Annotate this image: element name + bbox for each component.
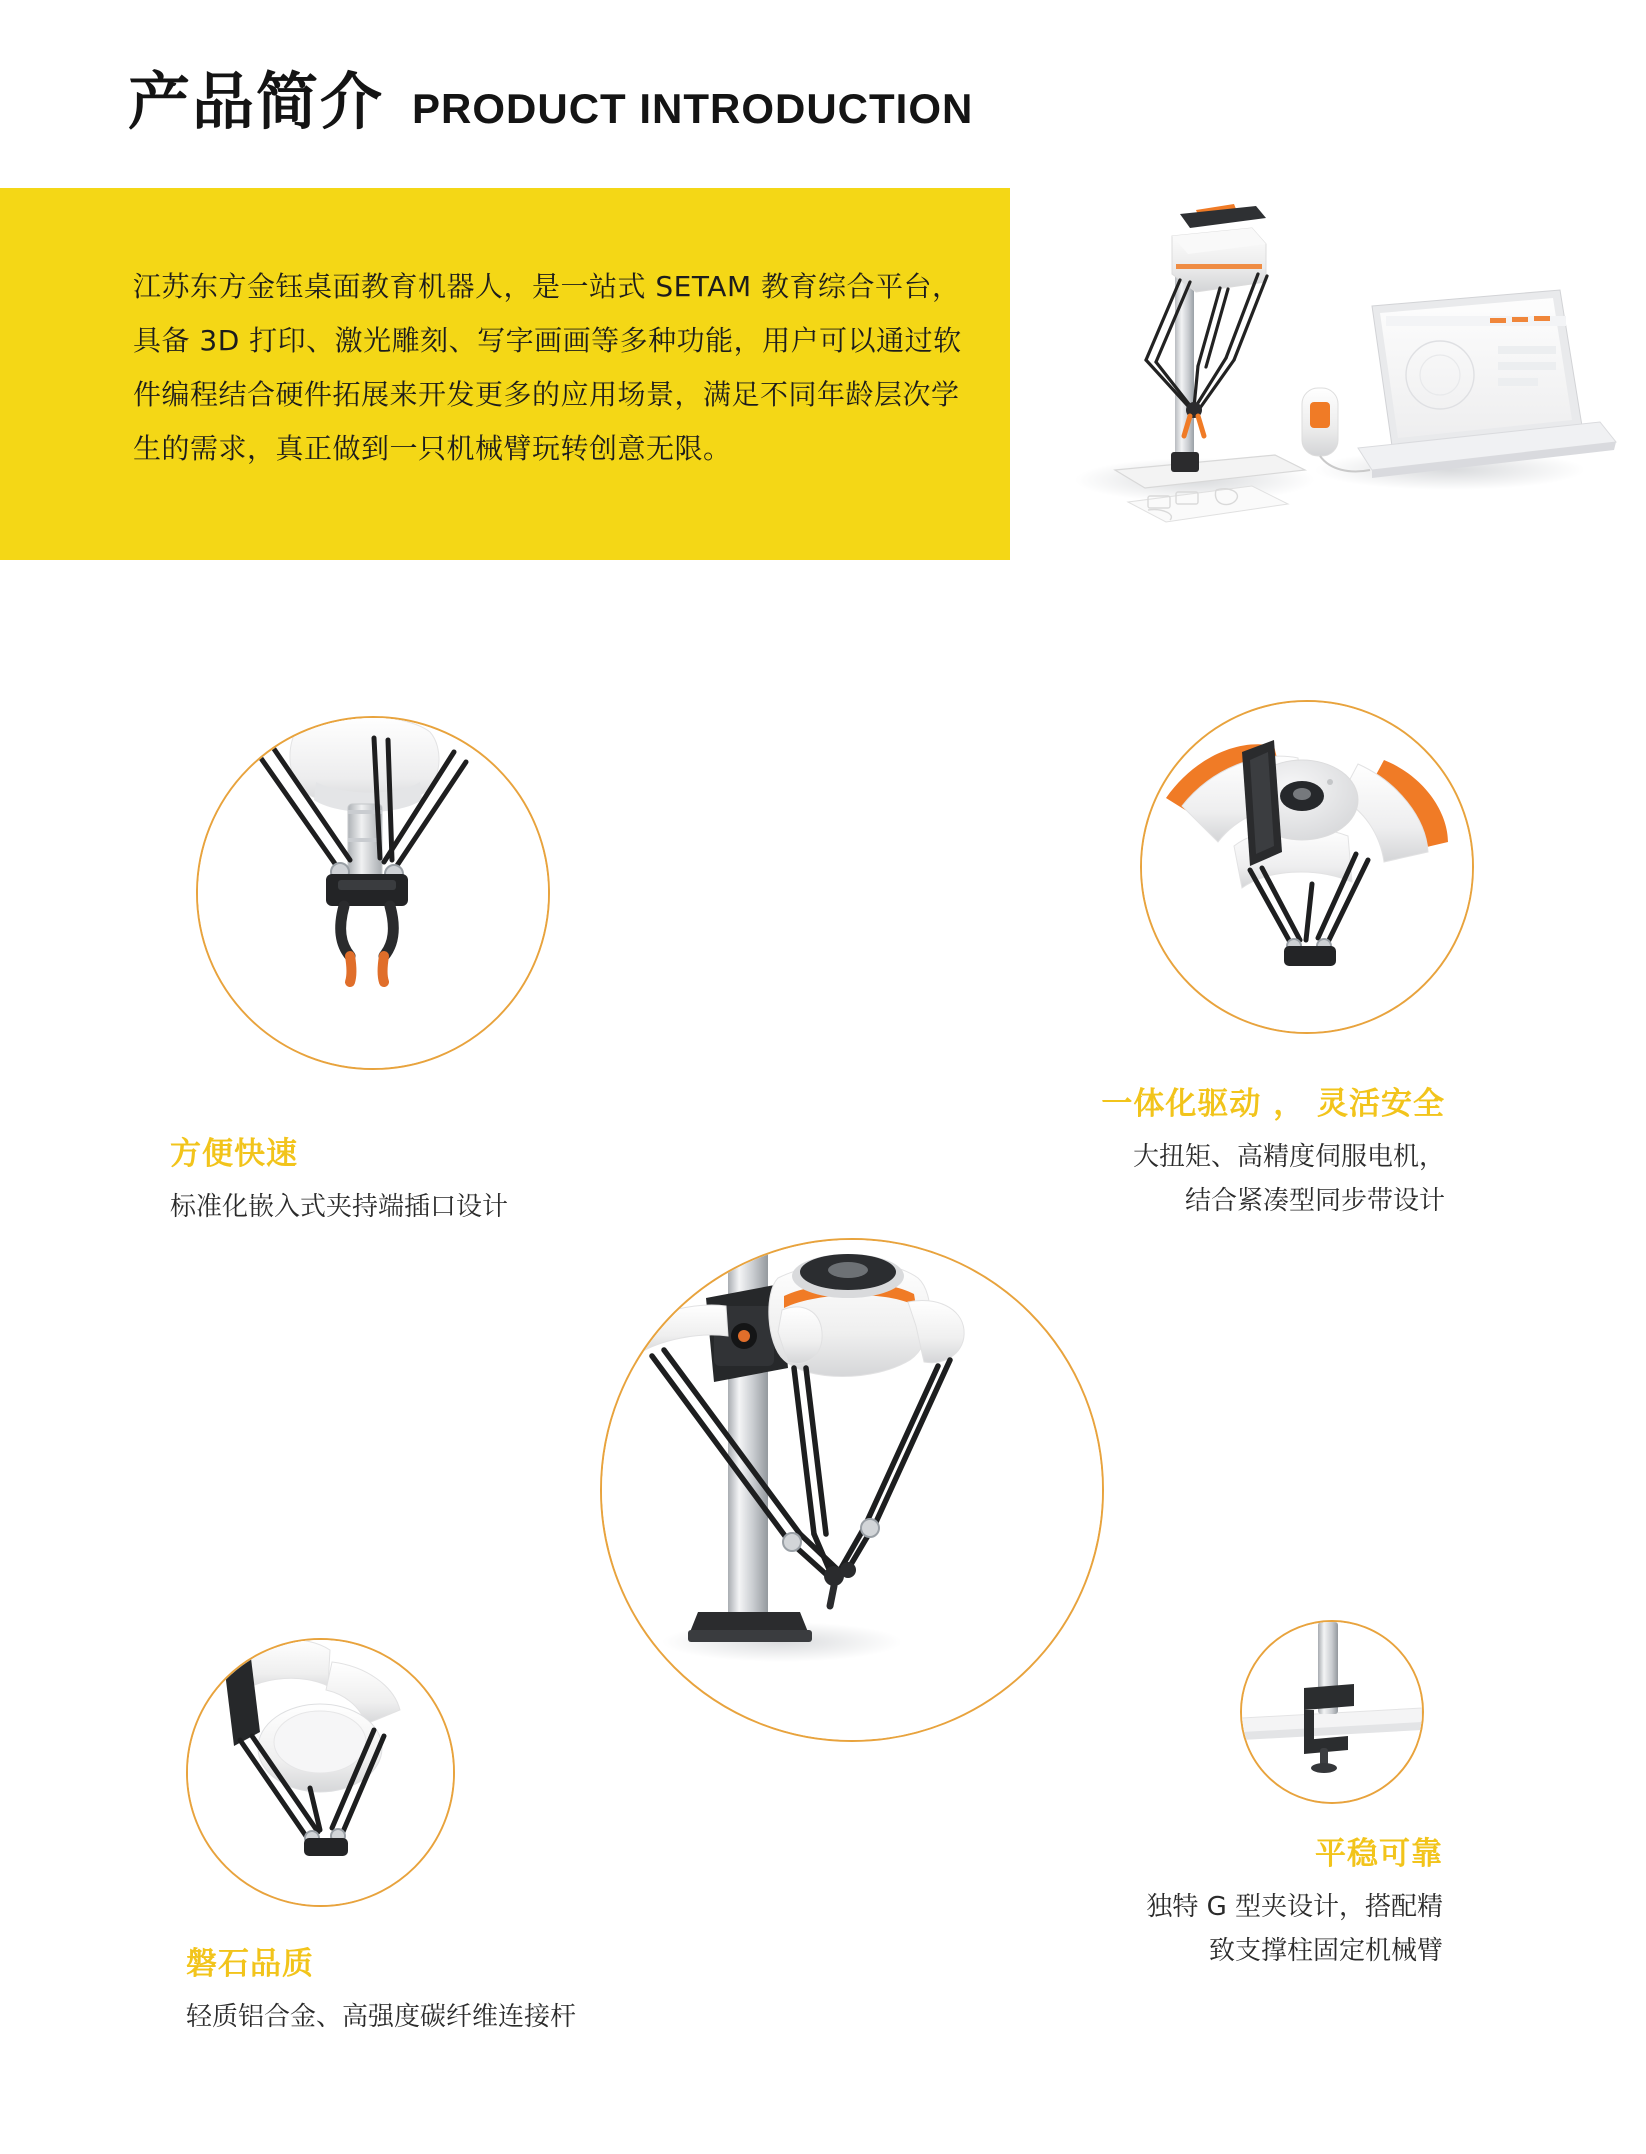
feature-desc-drive-line1: 大扭矩、高精度伺服电机，: [1132, 1142, 1445, 1172]
page-title-en: PRODUCT INTRODUCTION: [412, 85, 974, 132]
feature-desc-clamp-line1: 独特 G 型夹设计，搭配精: [1146, 1892, 1443, 1922]
feature-title-drive: 一体化驱动 ， 灵活安全: [1101, 1086, 1445, 1122]
feature-desc-drive-line2: 结合紧凑型同步带设计: [1184, 1186, 1445, 1216]
feature-desc-clamp-line2: 致支撑柱固定机械臂: [1208, 1936, 1443, 1966]
main-product-image: [600, 1238, 1104, 1742]
feature-image-clamp: [1240, 1620, 1424, 1804]
feature-label-drive: [1040, 1078, 1445, 1223]
hero-product-image: [1020, 170, 1620, 570]
feature-image-drive: [1140, 700, 1474, 1034]
page-title-cn: 产品简介: [128, 65, 385, 138]
feature-title-quality: 磐石品质: [186, 1946, 314, 1982]
intro-box: [0, 188, 1010, 560]
feature-label-clamp: [1038, 1828, 1443, 1973]
feature-image-quality: [186, 1638, 455, 1907]
feature-label-quality: [186, 1938, 576, 2039]
feature-image-gripper: [196, 716, 550, 1070]
page-header: [128, 52, 973, 141]
feature-label-gripper: [170, 1128, 508, 1229]
feature-title-gripper: 方便快速: [170, 1136, 298, 1172]
feature-desc-quality: 轻质铝合金、高强度碳纤维连接杆: [186, 2002, 577, 2032]
intro-paragraph: 江苏东方金钰桌面教育机器人，是一站式 SETAM 教育综合平台，具备 3D 打印、激光雕刻、写字画画等多种功能，用户可以通过软件编程结合硬件拓展来开发更多的应用场景，满足不同年龄层次学生的需求，真正做到一只机械臂玩转创意无限。: [133, 270, 962, 465]
feature-desc-gripper: 标准化嵌入式夹持端插口设计: [170, 1192, 509, 1222]
feature-title-clamp: 平稳可靠: [1315, 1836, 1443, 1872]
